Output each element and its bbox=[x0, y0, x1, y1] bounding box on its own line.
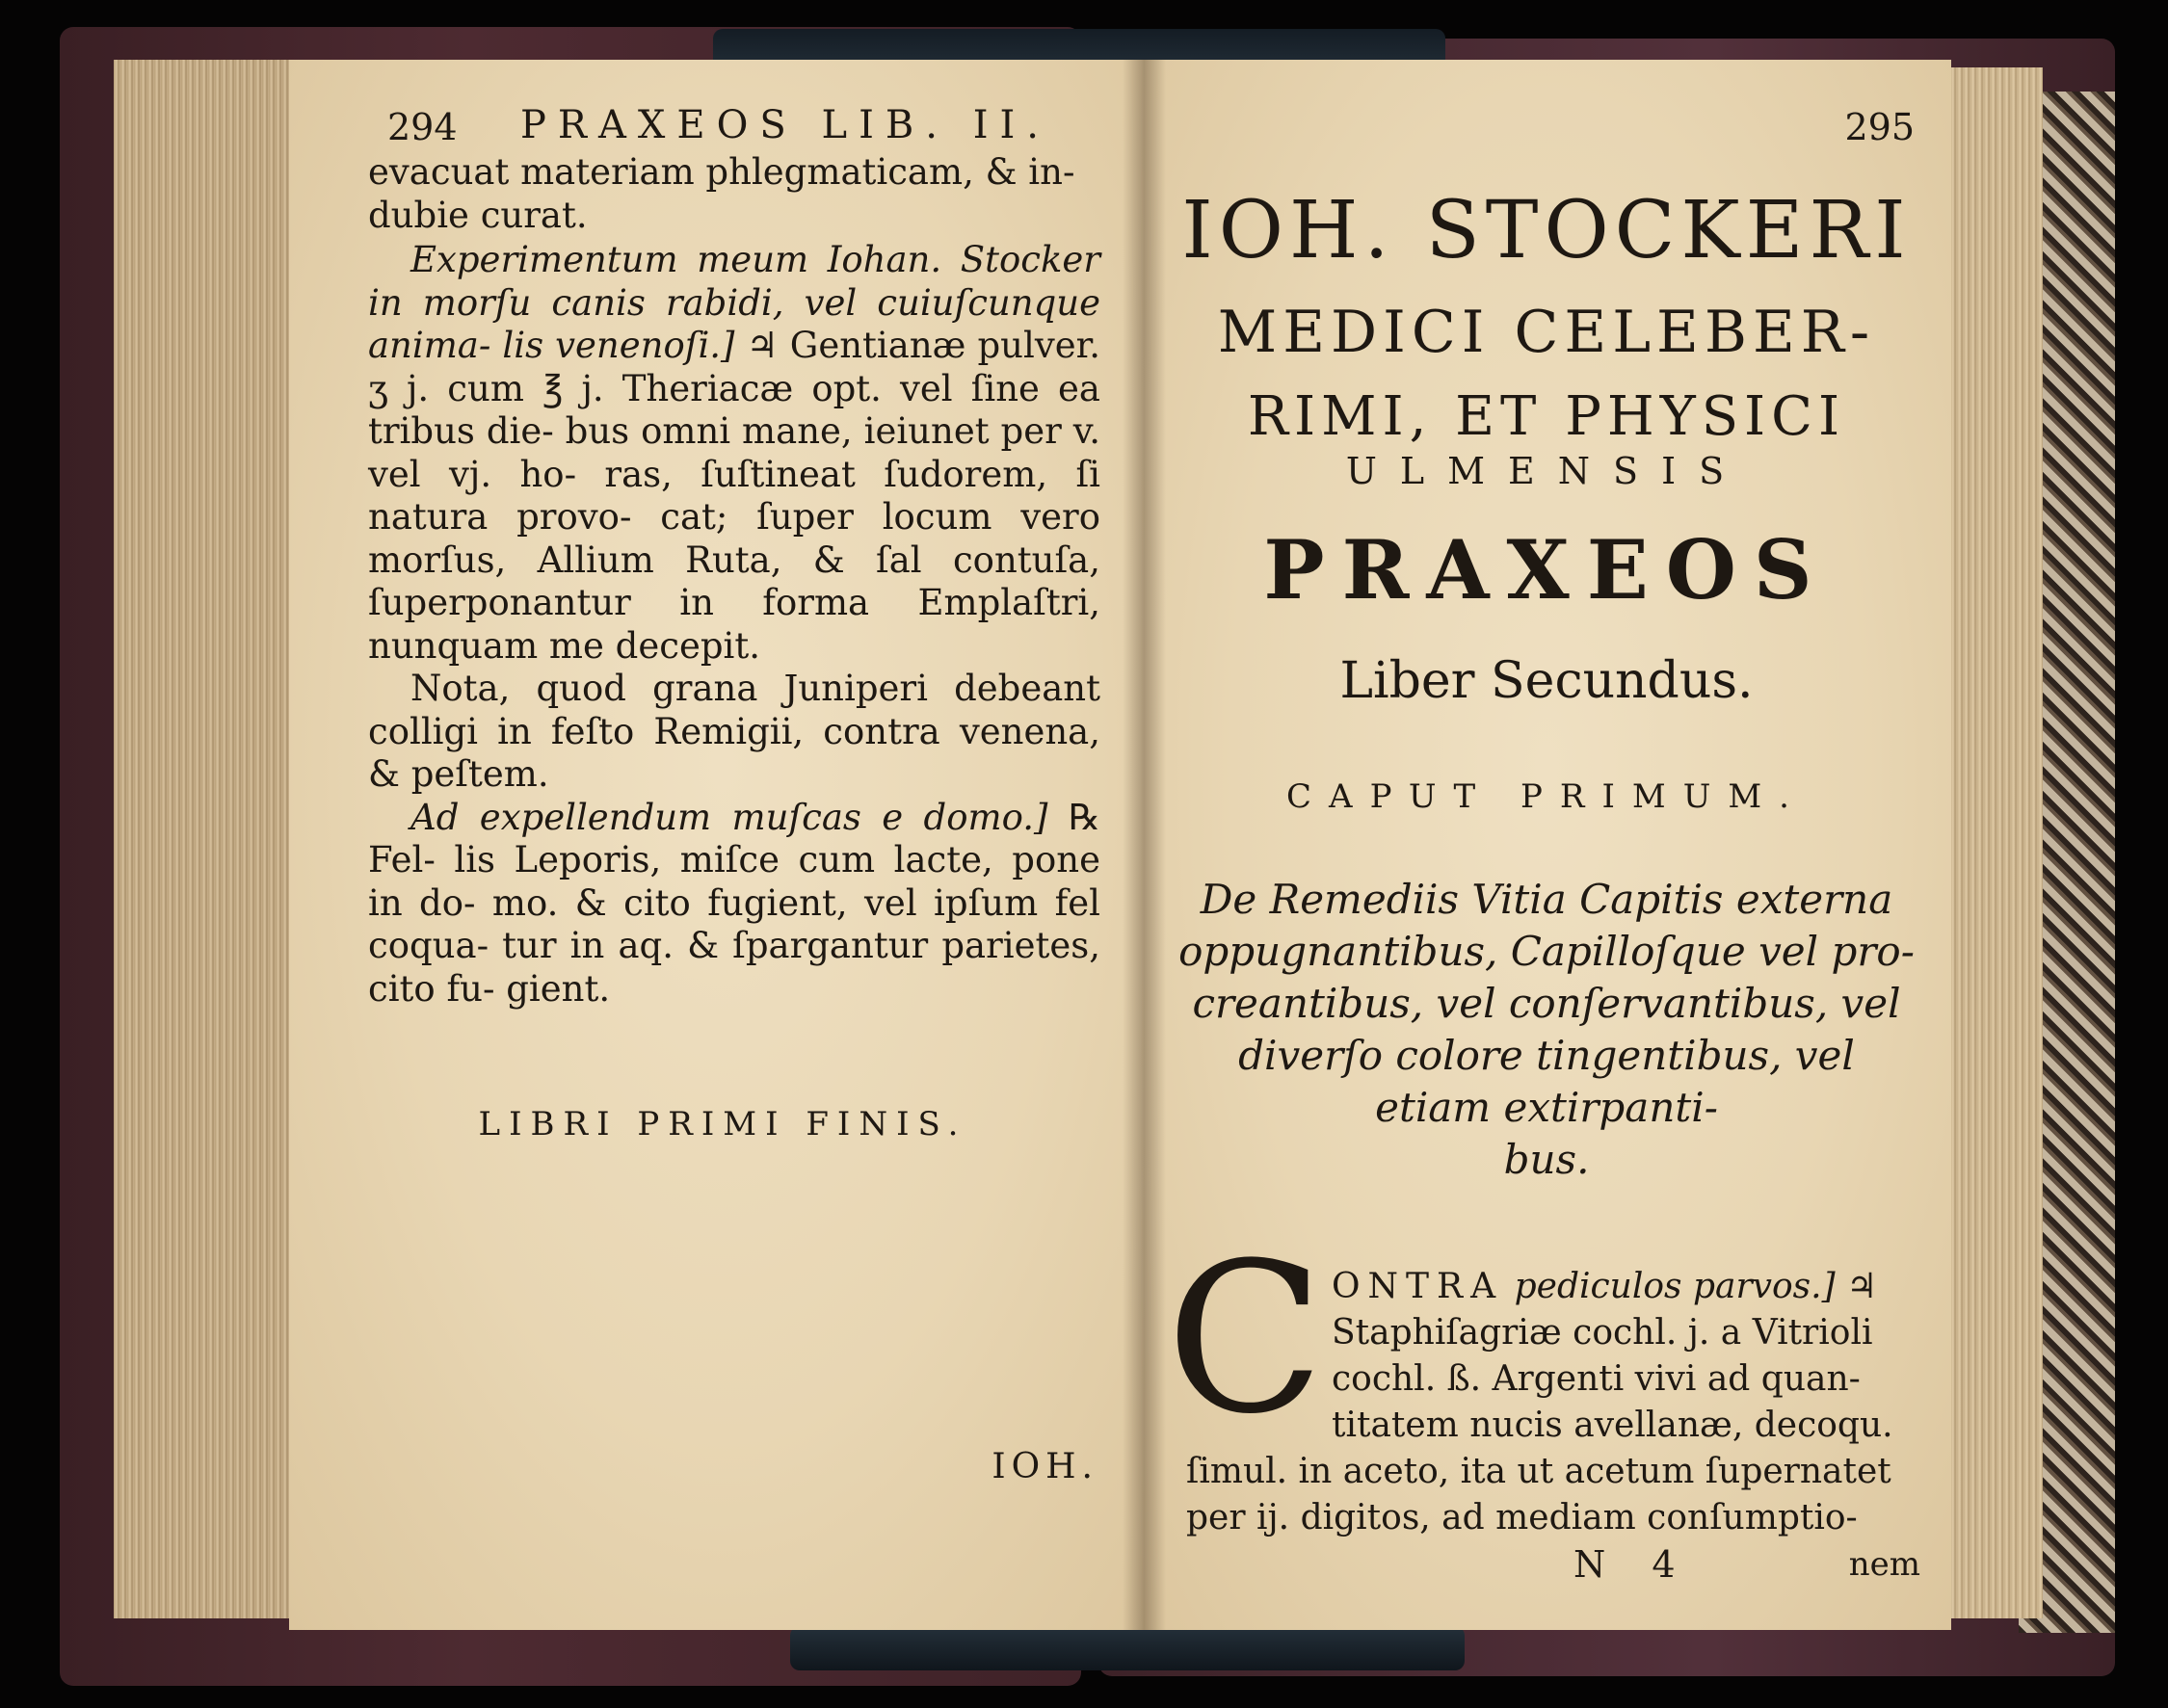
signature-mark: N 4 bbox=[1573, 1543, 1693, 1586]
rubric-line: oppugnantibus, Capilloſque vel pro- bbox=[1178, 928, 1915, 975]
text-line: ſimul. in aceto, ita ut acetum ſupernatet bbox=[1186, 1452, 1891, 1491]
text-line: dubie curat. bbox=[368, 194, 588, 236]
remedy-title: pediculos parvos.] bbox=[1514, 1267, 1836, 1306]
book-gutter bbox=[1123, 60, 1166, 1630]
page-number: 294 bbox=[387, 106, 458, 148]
running-head: PRAXEOS LIB. II. bbox=[520, 103, 1051, 147]
title-line: ULMENSIS bbox=[1345, 450, 1748, 492]
paragraph-text: Nota, quod grana Juniperi debeant colligi in feſto Remigii, contra venena, & peſtem. bbox=[368, 668, 1100, 795]
paragraph bbox=[368, 797, 1100, 1012]
text-line: Staphiſagriæ cochl. j. a Vitrioli bbox=[1332, 1313, 1873, 1353]
symbol: ♃ bbox=[1846, 1267, 1878, 1306]
small-caps-word: ONTRA bbox=[1332, 1267, 1504, 1306]
title-line: MEDICI CELEBER- bbox=[1217, 299, 1876, 366]
page-number: 295 bbox=[1844, 106, 1915, 148]
right-page bbox=[1142, 60, 1951, 1630]
chapter-heading: CAPUT PRIMUM. bbox=[1286, 777, 1807, 816]
rubric-line: etiam extirpanti- bbox=[1375, 1084, 1718, 1131]
chapter-rubric bbox=[1161, 874, 1932, 1186]
text-line bbox=[1173, 1264, 1915, 1310]
text-line: per ij. digitos, ad mediam conſumptio- bbox=[1186, 1498, 1858, 1537]
right-body-text bbox=[1173, 1264, 1915, 1541]
catchword: IOH. bbox=[991, 1447, 1098, 1486]
paragraph-text: ℞ Fel- lis Leporis, miſce cum lacte, pone in do- mo. & cito fugient, vel ipſum fel coqua- tur in aq. & ſpargantur parietes, cito fu- gient. bbox=[368, 796, 1100, 1010]
text-line: evacuat materiam phlegmaticam, & in- bbox=[368, 151, 1075, 193]
paragraph-text: ♃ Gentianæ pulver. ʒ j. cum ℥ j. Theriacæ opt. vel ſine ea tribus die- bus omni mane, ieiunet per v. vel vj. ho- ras, ſuſtineat ſudorem, ſi natura provo- cat; ſuper locum vero morſus, Allium Ruta, & ſal contuſa, ſuperponantur in forma Emplaſtri, nunquam me decepit. bbox=[368, 325, 1101, 667]
text-line: titatem nucis avellanæ, decoqu. bbox=[1332, 1406, 1893, 1445]
text-line: cochl. ß. Argenti vivi ad quan- bbox=[1332, 1359, 1861, 1399]
paragraph bbox=[368, 151, 1100, 237]
rubric-line: creantibus, vel conſervantibus, vel bbox=[1192, 980, 1901, 1027]
left-page bbox=[289, 60, 1156, 1630]
title-line: IOH. STOCKERI bbox=[1181, 185, 1912, 276]
page-edges-right bbox=[1937, 67, 2043, 1618]
title-line: RIMI, ET PHYSICI bbox=[1247, 385, 1846, 448]
paragraph bbox=[368, 239, 1100, 668]
left-body-text bbox=[368, 151, 1100, 1011]
page-edges-left bbox=[114, 60, 292, 1618]
subtitle: Liber Secundus. bbox=[1339, 652, 1754, 710]
rubric-line: De Remediis Vitia Capitis externa bbox=[1200, 876, 1893, 923]
spine-tailband bbox=[790, 1626, 1465, 1670]
book-end-note: LIBRI PRIMI FINIS. bbox=[478, 1105, 967, 1143]
rubric-line: diverſo colore tingentibus, vel bbox=[1238, 1032, 1855, 1079]
rubric-line: bus. bbox=[1503, 1136, 1590, 1183]
paragraph-title: Experimentum meum Iohan. Stocker in morſu canis rabidi, vel cuiuſcunque anima- lis venenoſi.] bbox=[368, 239, 1100, 366]
paragraph-title: Ad expellendum muſcas e domo.] bbox=[410, 796, 1048, 838]
catchword: nem bbox=[1848, 1545, 1920, 1584]
paragraph bbox=[368, 668, 1100, 797]
drop-cap: C bbox=[1166, 1218, 1325, 1459]
main-title: PRAXEOS bbox=[1263, 522, 1830, 618]
